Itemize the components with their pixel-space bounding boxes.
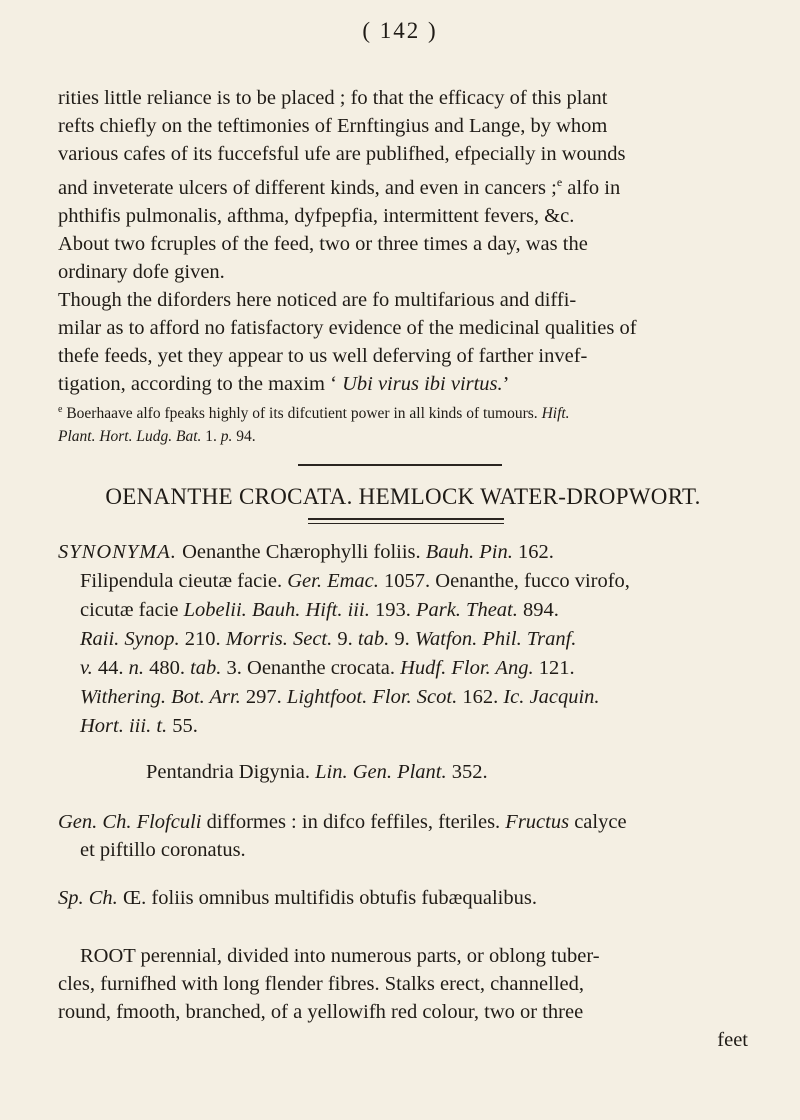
page-number: ( 142 ) <box>362 18 438 43</box>
maxim: Ubi virus ibi virtus. <box>342 372 503 395</box>
syn-l7-a: 55. <box>167 715 198 737</box>
syn-l4-c: 9. <box>389 628 415 650</box>
footnote-line-2-i: Plant. Hort. Ludg. Bat. <box>58 428 202 446</box>
syn-l6-i2: Lightfoot. Flor. Scot. <box>286 686 458 708</box>
section-rule <box>298 464 502 466</box>
intro-line-7: ordinary dofe given. <box>58 260 225 283</box>
syn-l4-i4: Watfon. Phil. Tranf. <box>414 628 577 650</box>
intro-line-4-text: and inveterate ulcers of different kinds, and even in cancers ; <box>58 176 557 199</box>
footnote-text-i1: Hift. <box>541 405 570 423</box>
synonyma-line-6 <box>58 683 748 712</box>
intro-line-4 <box>58 168 748 202</box>
syn-l1-i: Bauh. Pin. <box>425 541 513 563</box>
syn-l5-i1: v. <box>80 657 93 679</box>
syn-l3-i4: Park. Theat. <box>415 599 518 621</box>
intro-line-3: various cafes of its fuccefsful ufe are publifhed, efpecially in wounds <box>58 143 626 165</box>
intro-line-2: refts chiefly on the teftimonies of Ernftingius and Lange, by whom <box>58 115 608 137</box>
class-a: Pentandria Digynia. <box>146 761 316 783</box>
intro-line-6: About two fcruples of the feed, two or three times a day, was the <box>58 232 588 255</box>
root-line-3: round, fmooth, branched, of a yellowifh red colour, two or three <box>58 1001 584 1023</box>
intro-paragraph <box>58 84 748 398</box>
syn-l6-a: 297. <box>240 686 287 708</box>
syn-l5-d: 121. <box>533 657 575 679</box>
synonyma-line-5 <box>58 654 748 683</box>
classification <box>58 758 748 786</box>
sp-ch-label: Sp. Ch. <box>58 887 118 909</box>
intro-line-4-end: alfo in <box>562 176 621 199</box>
root-line-1: ROOT perennial, divided into numerous parts, or oblong tuber- <box>80 945 600 967</box>
synonyma-line-1 <box>58 538 748 567</box>
title-double-rule <box>308 518 504 527</box>
class-i: Lin. Gen. Plant. <box>315 761 447 783</box>
footnote <box>58 398 748 448</box>
footnote-text-a: Boerhaave alfo fpeaks highly of its difcutient power in all kinds of tumours. <box>62 405 542 423</box>
gen-ch-label: Gen. Ch. <box>58 811 132 833</box>
syn-l6-b: 162. <box>457 686 504 708</box>
syn-l3-a: cicutæ facie <box>80 599 184 621</box>
synonyma-line-7 <box>58 712 748 741</box>
specific-character <box>58 884 748 912</box>
generic-character <box>58 808 748 864</box>
syn-l2-i1: Ger. Emac. <box>287 570 379 592</box>
synonyma-line-2 <box>58 567 748 596</box>
syn-l4-a: 210. <box>179 628 226 650</box>
synonyma-line-4 <box>58 625 748 654</box>
intro-line-11-a: tigation, according to the maxim ‘ <box>58 372 343 395</box>
gen-ch-a: difformes : in difco feffiles, fteriles. <box>201 811 506 833</box>
root-description <box>58 942 748 1054</box>
footnote-ref: e <box>556 175 563 189</box>
sp-ch-text: Œ. foliis omnibus multifidis obtufis fubæqualibus. <box>117 887 537 909</box>
synonyma-label: SYNONYMA. <box>58 541 177 563</box>
syn-l5-b: 480. <box>143 657 191 679</box>
syn-l5-i3: tab. <box>190 657 222 679</box>
synonyma-block <box>58 538 748 741</box>
gen-ch-b: calyce <box>569 811 627 833</box>
syn-l5-c: 3. Oenanthe crocata. <box>221 657 401 679</box>
gen-ch-i2: Fructus <box>505 811 570 833</box>
syn-l3-i3: iii. <box>347 599 370 621</box>
syn-l4-b: 9. <box>332 628 358 650</box>
syn-l4-i1: Raii. Synop. <box>80 628 180 650</box>
footnote-line-2-b: 1. <box>201 428 221 446</box>
syn-l2-a: Filipendula cieutæ facie. <box>80 570 288 592</box>
intro-line-9: milar as to afford no fatisfactory evidence of the medicinal qualities of <box>58 316 637 339</box>
footnote-line-2-p: p. <box>220 428 233 446</box>
syn-l6-i1: Withering. Bot. Arr. <box>80 686 241 708</box>
class-b: 352. <box>446 761 488 783</box>
catchword: feet <box>717 1029 748 1051</box>
intro-line-1: rities little reliance is to be placed ; fo that the efficacy of this plant <box>58 87 608 109</box>
syn-l3-c: 894. <box>517 599 559 621</box>
footnote-line-2 <box>58 425 748 448</box>
syn-l7-i1: Hort. iii. t. <box>80 715 168 737</box>
syn-l3-i1: Lobelii. <box>183 599 247 621</box>
gen-ch-line-2: et piftillo coronatus. <box>80 839 246 861</box>
intro-line-11-b: ’ <box>502 372 510 395</box>
syn-l5-i4: Hudf. Flor. Ang. <box>400 657 534 679</box>
gen-ch-line-1 <box>58 808 748 836</box>
syn-l3-b: 193. <box>369 599 416 621</box>
classification-line <box>146 758 748 786</box>
syn-l4-i3: tab. <box>357 628 390 650</box>
intro-line-11 <box>58 370 748 398</box>
syn-l3-i2: Bauh. Hift. <box>251 599 343 621</box>
root-line-2: cles, furnifhed with long flender fibres. Stalks erect, channelled, <box>58 973 584 995</box>
syn-l1-b: 162. <box>512 541 554 563</box>
syn-l5-a: 44. <box>92 657 129 679</box>
syn-l5-i2: n. <box>128 657 144 679</box>
syn-l4-i2: Morris. Sect. <box>225 628 333 650</box>
sp-ch-line <box>58 884 748 912</box>
footnote-line-2-c: 94. <box>232 428 256 446</box>
gen-ch-i1: Flofculi <box>136 811 202 833</box>
syn-l1-a: Oenanthe Chærophylli foliis. <box>176 541 426 563</box>
section-title: OENANTHE CROCATA. HEMLOCK WATER-DROPWORT. <box>105 484 701 509</box>
syn-l2-b: 1057. Oenanthe, fucco virofo, <box>378 570 630 592</box>
syn-l6-i3: Ic. Jacquin. <box>503 686 600 708</box>
footnote-line-1 <box>58 398 748 425</box>
intro-line-8: Though the diforders here noticed are fo multifarious and diffi- <box>58 288 577 311</box>
synonyma-line-3 <box>58 596 748 625</box>
intro-line-5: phthifis pulmonalis, afthma, dyfpepfia, intermittent fevers, &c. <box>58 204 575 227</box>
footnote-mark: e <box>58 404 63 415</box>
intro-line-10: thefe feeds, yet they appear to us well deferving of farther invef- <box>58 344 588 367</box>
